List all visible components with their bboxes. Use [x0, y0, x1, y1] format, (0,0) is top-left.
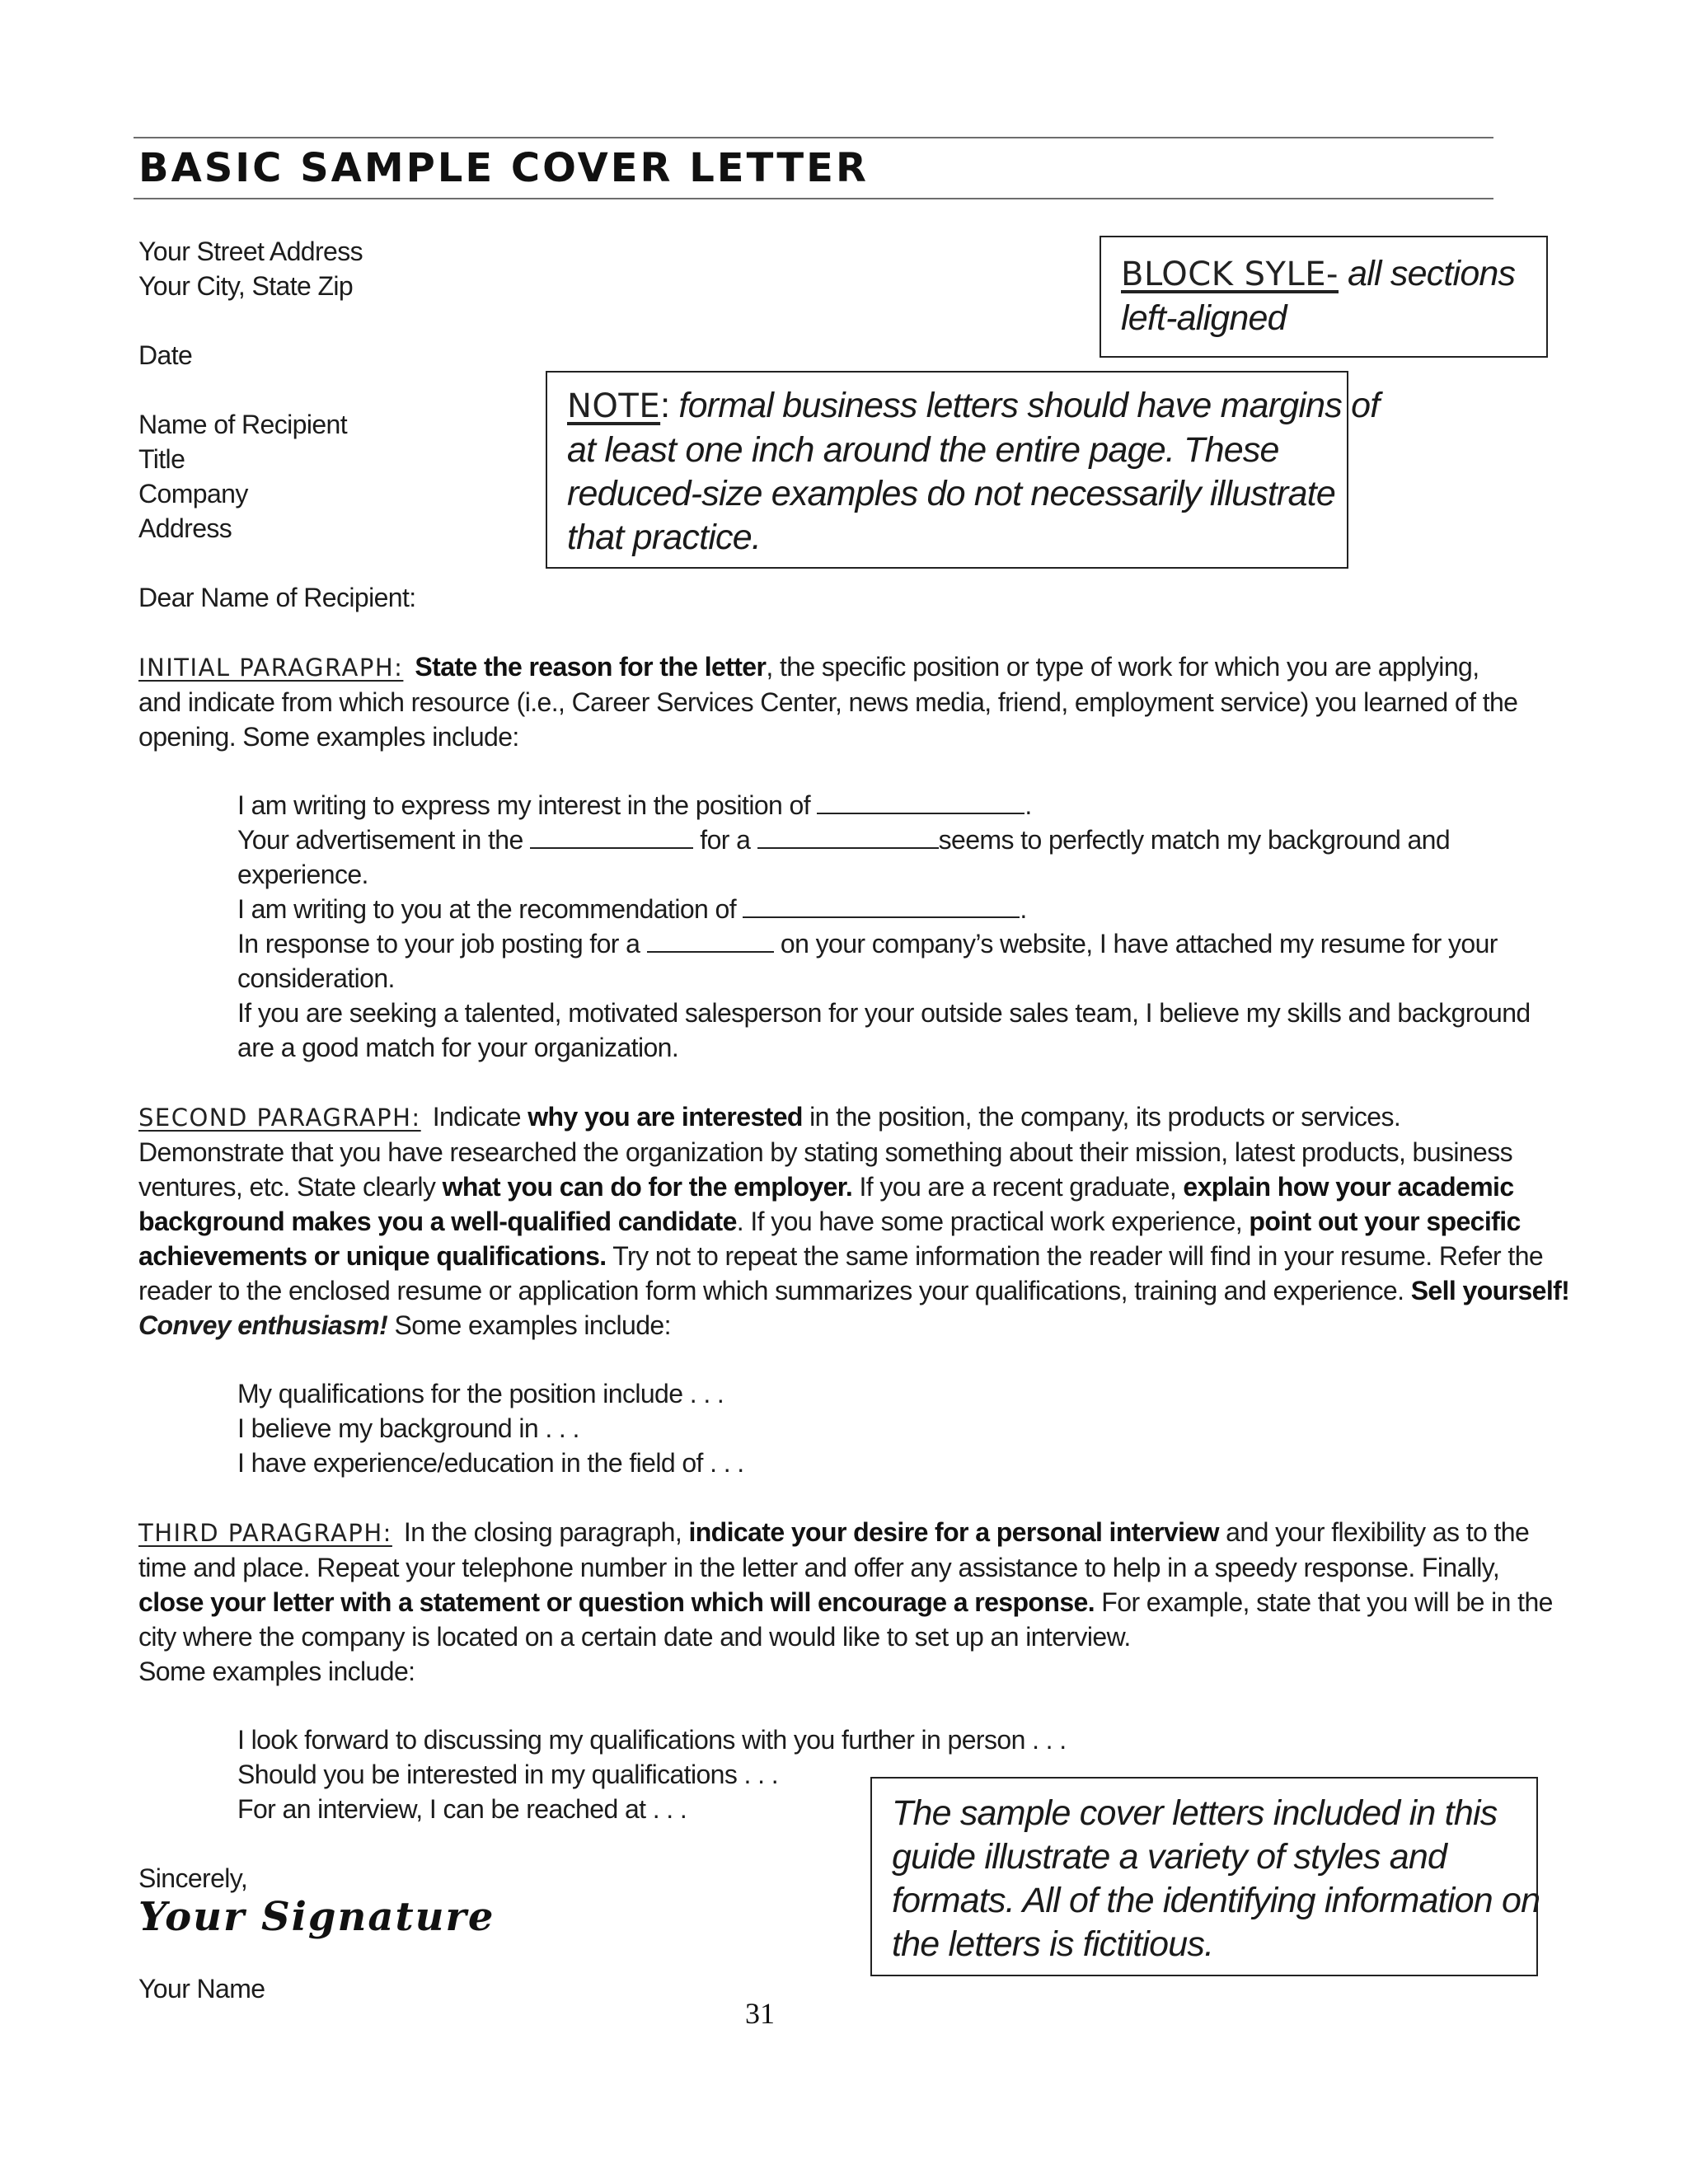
fill-in-blank — [743, 892, 1020, 918]
note-text-1: formal business letters should have margins of — [669, 386, 1380, 425]
note-label: NOTE — [567, 387, 661, 425]
note-callout — [546, 371, 1380, 569]
recipient-address: Address — [138, 513, 232, 543]
second-text-7: Convey enthusiasm! Some examples include: — [138, 1310, 671, 1340]
block-style-text-1: all sections — [1338, 254, 1516, 293]
fill-in-blank — [530, 823, 693, 849]
your-name: Your Name — [138, 1974, 265, 2004]
second-text-4: background makes you a well-qualified candidate. If you have some practical work experience, point out your specific — [138, 1207, 1521, 1236]
initial-example-5-cont: are a good match for your organization. — [237, 1033, 679, 1062]
third-example-3: For an interview, I can be reached at . . . — [237, 1794, 687, 1824]
initial-example-5: If you are seeking a talented, motivated salesperson for your outside sales team, I believe my skills and background — [237, 998, 1531, 1028]
fictitious-text-4: the letters is fictitious. — [892, 1924, 1214, 1964]
block-style-text-2: left-aligned — [1121, 298, 1287, 338]
date: Date — [138, 340, 193, 370]
initial-example-2-cont: experience. — [237, 860, 368, 889]
page-number: 31 — [745, 1997, 775, 2030]
initial-paragraph-heading: INITIAL PARAGRAPH: — [138, 654, 404, 682]
initial-example-1: I am writing to express my interest in the position of . — [237, 788, 1531, 823]
title-underline-rule — [134, 198, 1493, 199]
initial-paragraph — [138, 649, 1540, 754]
recipient-company: Company — [138, 479, 248, 509]
second-text-5: achievements or unique qualifications. Try not to repeat the same information the reader will find in your resume. Refer the — [138, 1241, 1544, 1271]
fictitious-text-1: The sample cover letters included in this — [892, 1793, 1498, 1833]
note-colon: : — [660, 386, 670, 425]
fill-in-blank — [757, 823, 939, 849]
second-examples — [237, 1376, 744, 1480]
note-text-3: reduced-size examples do not necessarily illustrate — [567, 474, 1335, 513]
note-text-4: that practice. — [567, 518, 761, 557]
third-paragraph: THIRD PARAGRAPH: In the closing paragraph, indicate your desire for a personal interview and your flexibility as to the time and place. Repeat your telephone number in the letter and offer any assistance to help in a speedy response. Finally, close your letter with a statement or question which will encourage a response. For example, state that you will be in the city where the company is located on a certain date and would like to set up an interview. Some examples include: — [138, 1515, 1540, 1689]
initial-example-4: In response to your job posting for a on your company’s website, I have attached my resume for your — [237, 926, 1531, 961]
date-line — [138, 338, 192, 373]
salutation — [138, 580, 416, 615]
second-text-2: Demonstrate that you have researched the organization by stating something about their mission, latest products, business — [138, 1137, 1513, 1167]
fill-in-blank — [817, 788, 1025, 814]
street-address: Your Street Address — [138, 237, 363, 266]
signature: Your Signature — [138, 1894, 495, 1940]
second-example-3: I have experience/education in the field of . . . — [237, 1448, 744, 1478]
second-paragraph: SECOND PARAGRAPH: Indicate why you are interested in the position, the company, its products or services. Demonstrate that you have researched the organization by stating something about their mission, latest products, business ventures, etc. State clearly what you can do for the employer. If you are a recent graduate, explain how your academic background makes you a well-qualified candidate. If you have some practical work experience, point out your specific achievements or unique qualifications. Try not to repeat the same information the reader will find in your resume. Refer the reader to the enclosed resume or application form which summarizes your qualifications, training and experience. Sell yourself! Convey enthusiasm! Some examples include: — [138, 1099, 1540, 1343]
recipient-name: Name of Recipient — [138, 410, 348, 439]
second-example-1: My qualifications for the position include . . . — [237, 1379, 724, 1408]
initial-text-2: and indicate from which resource (i.e., Career Services Center, news media, friend, employment service) you learned of the — [138, 687, 1518, 717]
initial-bold-text: State the reason for the letter — [415, 652, 767, 682]
third-paragraph-heading: THIRD PARAGRAPH: — [138, 1519, 392, 1547]
initial-example-2: Your advertisement in the for a seems to perfectly match my background and — [237, 823, 1531, 857]
third-text-4: city where the company is located on a certain date and would like to set up an interview. — [138, 1622, 1131, 1652]
closing-name — [138, 1971, 265, 2006]
note-text-2: at least one inch around the entire page. These — [567, 430, 1279, 470]
second-text-6: reader to the enclosed resume or application form which summarizes your qualifications, training and experience. Sell yourself! — [138, 1276, 1570, 1305]
block-style-label: BLOCK SYLE- — [1121, 255, 1339, 293]
second-example-2: I believe my background in . . . — [237, 1413, 579, 1443]
fictitious-text-2: guide illustrate a variety of styles and — [892, 1837, 1447, 1877]
recipient-title: Title — [138, 444, 185, 474]
initial-example-3: I am writing to you at the recommendation of . — [237, 892, 1531, 926]
salutation-text: Dear Name of Recipient: — [138, 583, 416, 612]
city-state-zip: Your City, State Zip — [138, 271, 354, 301]
block-style-callout — [1100, 236, 1548, 358]
sincerely-text: Sincerely, — [138, 1863, 248, 1893]
third-example-2: Should you be interested in my qualifications . . . — [237, 1760, 779, 1789]
second-text-3: ventures, etc. State clearly what you can do for the employer. If you are a recent graduate, explain how your academic — [138, 1172, 1514, 1202]
fictitious-text-3: formats. All of the identifying information on — [892, 1881, 1540, 1920]
recipient-block — [138, 407, 347, 546]
sender-address — [138, 234, 363, 303]
initial-examples — [237, 788, 1531, 1065]
initial-text-1: , the specific position or type of work for which you are applying, — [766, 652, 1479, 682]
top-rule — [134, 137, 1493, 138]
second-paragraph-heading: SECOND PARAGRAPH: — [138, 1104, 421, 1132]
initial-example-4-cont: consideration. — [237, 963, 395, 993]
page-title: BASIC SAMPLE COVER LETTER — [138, 145, 869, 191]
fill-in-blank — [647, 926, 774, 953]
third-text-2: time and place. Repeat your telephone number in the letter and offer any assistance to help in a speedy response. Finally, — [138, 1553, 1500, 1582]
fictitious-callout — [870, 1777, 1538, 1976]
third-text-3: close your letter with a statement or question which will encourage a response. For example, state that you will be in the — [138, 1587, 1553, 1617]
closing-sincerely — [138, 1861, 247, 1896]
third-example-1: I look forward to discussing my qualifications with you further in person . . . — [237, 1725, 1067, 1755]
third-text-5: Some examples include: — [138, 1657, 415, 1686]
initial-text-3: opening. Some examples include: — [138, 722, 519, 752]
